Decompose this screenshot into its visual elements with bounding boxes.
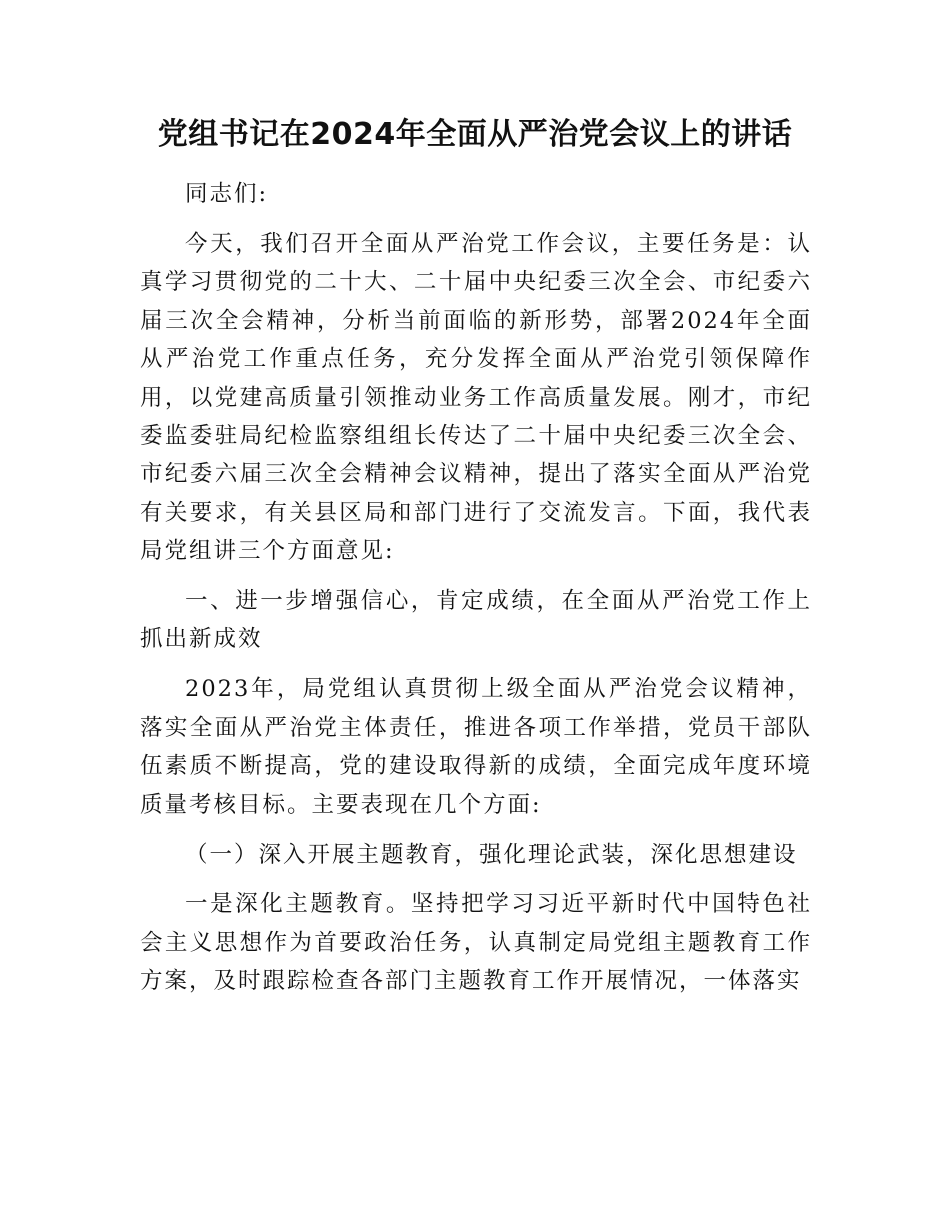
paragraph-summary-2023: 2023年，局党组认真贯彻上级全面从严治党会议精神，落实全面从严治党主体责任，推进各项工作举措，党员干部队伍素质不断提高，党的建设取得新的成绩，全面完成年度环境质量考核目标。主要表现在几个方面: <box>140 676 812 818</box>
paragraph-theme-education: 一是深化主题教育。坚持把学习习近平新时代中国特色社会主义思想作为首要政治任务，认真制定局党组主题教育工作方案，及时跟踪检查各部门主题教育工作开展情况，一体落实 <box>140 891 812 995</box>
paragraph-intro: 今天，我们召开全面从严治党工作会议，主要任务是：认真学习贯彻党的二十大、二十届中央纪委三次全会、市纪委六届三次全会精神，分析当前面临的新形势，部署2024年全面从严治党工作重点任务，充分发挥全面从严治党引领保障作用，以党建高质量引领推动业务工作高质量发展。刚才，市纪委监委驻局纪检监察组组长传达了二十届中央纪委三次全会、市纪委六届三次全会精神会议精神，提出了落实全面从严治党有关要求，有关县区局和部门进行了交流发言。下面，我代表局党组讲三个方面意见: <box>140 230 812 565</box>
subsection-heading-1: （一）深入开展主题教育，强化理论武装，深化思想建设 <box>185 841 798 868</box>
document-body <box>140 175 812 1012</box>
section-heading-1: 一、进一步增强信心，肯定成绩，在全面从严治党工作上抓出新成效 <box>140 588 812 653</box>
page-title: 党组书记在2024年全面从严治党会议上的讲话 <box>157 117 793 152</box>
salutation: 同志们: <box>185 181 269 207</box>
